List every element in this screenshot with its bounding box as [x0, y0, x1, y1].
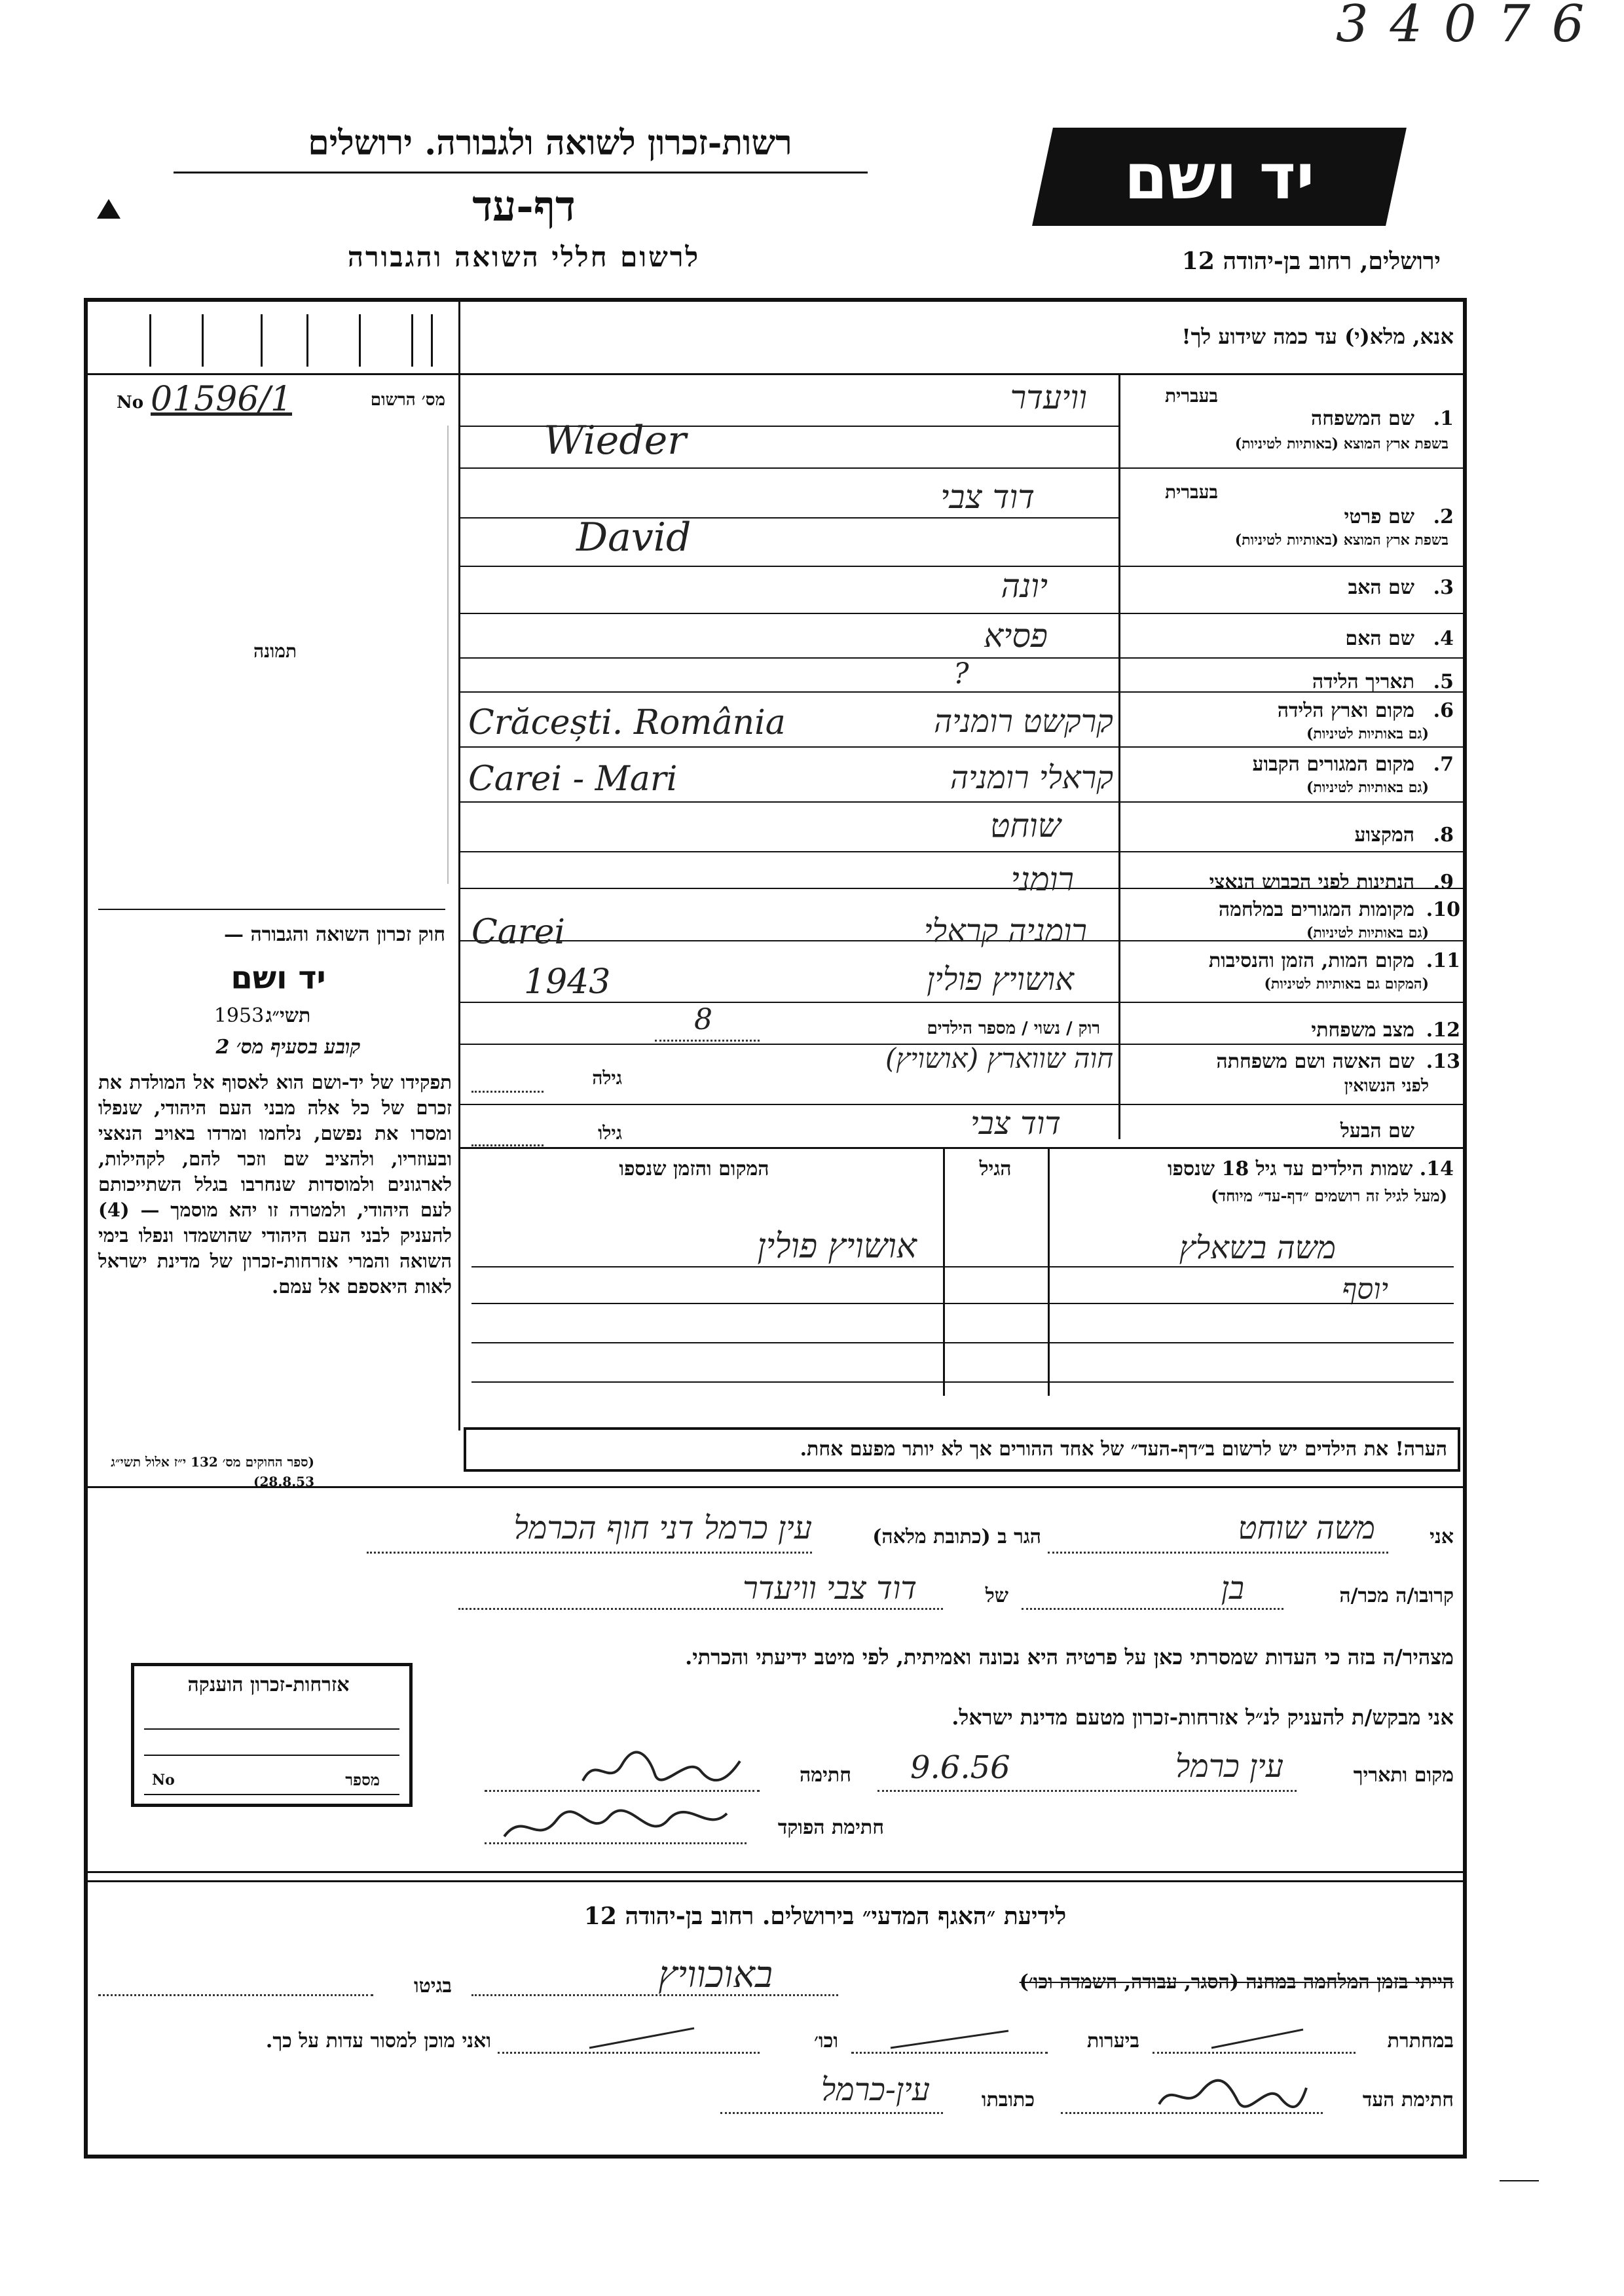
footer-hiding-label: במחתרת: [1387, 2030, 1454, 2052]
field-separator: [458, 851, 1467, 852]
field-4-num: 4.: [1433, 627, 1454, 650]
field-13-age-dots: [471, 1091, 544, 1093]
field-11-label2: (המקום גם באותיות לטיניות): [1264, 975, 1429, 993]
footer-line-1: [84, 1871, 1467, 1873]
header-address: ירושלים, רחוב בן-יהודה 12: [1181, 247, 1441, 275]
note-text: הערה! את הילדים יש לרשום ב״דף-העד״ של אחד ההורים אך לא יותר מפעם אחת.: [800, 1438, 1447, 1461]
footer-forest-dots: [851, 2052, 1048, 2054]
children-label: 14. שמות הילדים עד גיל 18 שנספו: [1167, 1157, 1454, 1180]
law-year: 1953: [213, 1004, 265, 1027]
field-3-value: יונה: [1001, 567, 1048, 605]
field-7-label: מקום המגורים הקבוע: [1252, 753, 1414, 776]
children-row-3: [471, 1342, 1454, 1343]
decl-signature-dots: [485, 1790, 760, 1792]
decl-address: עין כרמל דני חוף הכרמל: [513, 1510, 812, 1546]
field-2-sublabel: בעברית: [1164, 481, 1218, 503]
field-13-age-label: גילה: [592, 1067, 622, 1089]
field-8-num: 8.: [1433, 824, 1454, 847]
field-separator: [458, 613, 1467, 614]
photo-bottom-line: [98, 909, 445, 910]
children-col-age: הגיל: [979, 1157, 1012, 1180]
footer-address-dots: [720, 2112, 943, 2114]
field-11-num: 11.: [1426, 949, 1460, 972]
decl-of-name-dots: [458, 1608, 943, 1610]
field-separator: [458, 801, 1467, 803]
field-10-num: 10.: [1426, 898, 1460, 921]
field-13-label2: לפני הנשואין: [1344, 1076, 1429, 1096]
decl-place-date-dots: [877, 1790, 1297, 1792]
field-12-value: 8: [694, 1003, 712, 1036]
field-3-num: 3.: [1433, 576, 1454, 599]
law-body: תפקידו של יד-ושם הוא לאסוף אל המולדת את זכרם של כל אלה מבני העם היהודי, שנפלו ומסרו את נפשם, נלחמו ומרדו באויב הנאצי ובעוזריו, ולהציב שם וזכר להם, לקהילות, לארגונים ולמוסדות שנחרבו בגלל השתייכותם לעם היהודי, ולמטרה זו יהא מוסמך — (4) להעניק לבני העם היהודי שהושמדו ונפלו בימי השואה והמרי אזרחות-זכרון של מדינת ישראל לאות היאספם אל עמם.: [98, 1071, 452, 1298]
field-6-value: Crăcești. România: [468, 703, 786, 742]
reg-number: 01596/1: [151, 380, 293, 419]
field-separator: [458, 746, 1467, 748]
field-10-label: מקומות המגורים במלחמה: [1218, 898, 1414, 921]
field-6-num: 6.: [1433, 699, 1454, 722]
field-1-value-heb: וויעדר: [1010, 378, 1087, 416]
field-8-value: שוחט: [990, 807, 1061, 845]
decl-signature: [576, 1741, 747, 1794]
yad-vashem-logo: [1032, 128, 1407, 226]
footer-address-label: כתובתו: [981, 2088, 1035, 2111]
field-inner-separator: [458, 517, 1118, 519]
field-4-label: שם האם: [1345, 627, 1414, 650]
field-13-label: שם האשה ושם משפחתה: [1216, 1050, 1414, 1073]
footer-witness-sig-label: חתימת העד: [1362, 2088, 1454, 2111]
decl-date: 9.6.56: [910, 1749, 1010, 1786]
field-5-value: ?: [953, 657, 969, 691]
children-col-2: [1048, 1147, 1050, 1396]
stamp-number: 3 4 0 7 6: [1336, 0, 1587, 54]
field-13-value: חוה שווארץ (אושויץ): [885, 1042, 1113, 1074]
field-5-num: 5.: [1433, 670, 1454, 693]
decl-residing: הגר ב (כתובת מלאה): [872, 1525, 1041, 1548]
footer-camp: באוכוויץ: [658, 1954, 773, 1996]
decl-statement: מצהיר/ה בזה כי העדות שמסרתי כאן על פרטיה היא נכונה ואמיתית, לפי מיטב ידיעתי והכרתי.: [685, 1645, 1454, 1669]
decl-officer-label: חתימת הפוקד: [777, 1816, 884, 1839]
footer-ghetto-dots: [98, 1994, 373, 1996]
law-year-heb: תשי״ג: [265, 1004, 311, 1027]
triangle-icon: [97, 199, 120, 219]
footer-line1: הייתי בזמן המלחמה במחנה (הסגר, עבודה, השמדה וכו׳): [1019, 1971, 1454, 1994]
children-row-1: [471, 1266, 1454, 1267]
footer-hiding-mark: [1205, 2026, 1310, 2052]
code-boxes: [110, 308, 444, 367]
footer-forest-label: ביערות: [1086, 2030, 1139, 2052]
field-5-label: תאריך הלידה: [1312, 670, 1414, 693]
field-11-label: מקום המות, הזמן והנסיבות: [1208, 949, 1414, 972]
field-2-value-lat: David: [576, 515, 692, 560]
decl-relative: קרובו/ה מכר/ה: [1339, 1584, 1454, 1607]
footer-forest-mark: [877, 2026, 1022, 2052]
field-separator: [458, 1002, 1467, 1003]
field-7-value-heb: קראלי רומניה: [950, 759, 1113, 796]
field-husband-age-dots: [471, 1144, 544, 1146]
footer-ghetto-label: בגיטו: [413, 1975, 452, 1997]
field-7-label2: (גם באותיות לטיניות): [1306, 779, 1429, 796]
law-name: יד ושם: [231, 960, 326, 996]
decl-place-date-label: מקום ותאריך: [1353, 1764, 1454, 1787]
decl-place: עין כרמל: [1175, 1748, 1283, 1785]
field-10-value-heb: רומניה קראלי: [924, 913, 1087, 949]
field-11-value-heb: אושויץ פולין: [927, 961, 1074, 998]
children-name-1: משה בשאלץ: [1179, 1230, 1336, 1266]
citizenship-number-label: מספר: [345, 1770, 380, 1789]
field-husband-label: שם הבעל: [1340, 1120, 1414, 1142]
field-husband-value: דוד צבי: [970, 1105, 1061, 1142]
decl-name-dots: [1048, 1552, 1388, 1554]
children-col-place: המקום והזמן שנספו: [619, 1157, 769, 1180]
field-9-num: 9.: [1433, 871, 1454, 894]
decl-relation: בן: [1221, 1570, 1244, 1607]
field-10-label2: (גם באותיות לטיניות): [1306, 924, 1429, 941]
field-2-value-heb: דוד צבי: [940, 478, 1035, 516]
photo-label: תמונה: [253, 640, 297, 662]
decl-ani: אני: [1430, 1525, 1454, 1548]
field-4-value: פסיא: [984, 617, 1048, 655]
footer-line-2: [84, 1880, 1467, 1882]
field-6-label: מקום וארץ הלידה: [1277, 699, 1414, 722]
org-underline: [174, 172, 868, 173]
reg-row-line: [84, 373, 460, 375]
field-13-num: 13.: [1426, 1050, 1460, 1073]
citizenship-no-mark: No: [152, 1772, 175, 1789]
children-top-line: [458, 1147, 1467, 1149]
reg-label: מס׳ הרשום: [370, 390, 445, 410]
org-line: רשות-זכרון לשואה ולגבורה. ירושלים: [308, 123, 792, 163]
decl-address-dots: [367, 1552, 812, 1554]
field-10-value: Carei: [471, 913, 566, 952]
footer-other-mark: [576, 2023, 707, 2052]
decl-name: משה שוחט: [1238, 1510, 1375, 1546]
field-12-dots: [655, 1040, 760, 1042]
field-husband-age-label: גילו: [598, 1122, 622, 1144]
children-row-4: [471, 1381, 1454, 1383]
field-6-label2: (גם באותיות לטיניות): [1306, 725, 1429, 742]
footer-address: עין-כרמל: [821, 2071, 930, 2108]
law-clause: קובע בסעיף מס׳ 2: [215, 1036, 361, 1059]
reg-no-mark: No: [117, 393, 144, 412]
citizenship-line-1: [144, 1728, 399, 1730]
field-9-value: רומני: [1010, 860, 1074, 898]
corner-mark: [1500, 2180, 1539, 2181]
field-2-label: שם פרטי: [1344, 505, 1414, 528]
footer-other-label: וכו׳: [814, 2030, 838, 2052]
field-7-value: Carei - Mari: [468, 759, 678, 799]
officer-signature: [498, 1800, 733, 1853]
children-name-2: יוסף: [1342, 1273, 1388, 1306]
field-2-num: 2.: [1433, 505, 1454, 528]
footer-title: לידיעת ״האגף המדעי״ בירושלים. רחוב בן-יהודה 12: [583, 1903, 1067, 1930]
decl-of: של: [985, 1584, 1008, 1607]
field-12-num: 12.: [1426, 1019, 1460, 1042]
logo-text: יד ושם: [1124, 140, 1315, 213]
field-1-label2: בשפת ארץ המוצא (באותיות לטיניות): [1234, 435, 1449, 452]
fill-note: אנא, מלא(י) עד כמה שידוע לך!: [1181, 324, 1454, 349]
field-3-label: שם האב: [1348, 576, 1414, 599]
citizenship-title: אזרחות-זכרון הוענקה: [187, 1673, 350, 1696]
decl-signature-label: חתימה: [800, 1764, 851, 1787]
field-12-label: מצב משפחתי: [1311, 1019, 1414, 1042]
form-subtitle: לרשום חללי השואה והגבורה: [347, 241, 701, 273]
field-7-num: 7.: [1433, 753, 1454, 776]
field-8-label: המקצוע: [1354, 824, 1414, 847]
footer-witness-dots: [1061, 2112, 1323, 2114]
citizenship-line-2: [144, 1755, 399, 1756]
field-1-value-lat: Wieder: [544, 418, 686, 464]
witness-signature: [1153, 2071, 1310, 2117]
citizenship-line-3: [144, 1794, 399, 1795]
note-bottom-line: [84, 1486, 1467, 1488]
children-label2: (מעל לגיל זה רושמים ״דף-עד״ מיוחד): [1211, 1186, 1447, 1205]
decl-of-name: דוד צבי וויעדר: [743, 1570, 917, 1607]
law-heading: חוק זכרון השואה והגבורה —: [224, 923, 445, 946]
footer-camp-dots: [471, 1994, 838, 1996]
field-1-sublabel: בעברית: [1164, 385, 1218, 407]
decl-relation-dots: [1022, 1608, 1283, 1610]
footer-ready: ואני מוכן למסור עדות על כך.: [265, 2030, 491, 2052]
decl-officer-dots: [485, 1842, 747, 1844]
law-footnote: (ספר החוקים מס׳ 132 י״ז אלול תשי״ג 28.8.53): [111, 1454, 314, 1489]
field-separator: [458, 467, 1467, 469]
children-place: אושויץ פולין: [757, 1227, 917, 1266]
footer-other-dots: [498, 2052, 760, 2054]
top-row-divider: [458, 373, 1467, 375]
children-col-1: [943, 1147, 945, 1396]
form-title: דף-עד: [472, 182, 576, 231]
decl-request: אני מבקש/ת להעניק לנ״ל אזרחות-זכרון מטעם מדינת ישראל.: [951, 1705, 1454, 1730]
children-row-2: [471, 1303, 1454, 1304]
field-2-label2: בשפת ארץ המוצא (באותיות לטיניות): [1234, 532, 1449, 549]
field-12-options: רוק / נשוי / מספר הילדים: [927, 1019, 1100, 1038]
footer-hiding-dots: [1153, 2052, 1356, 2054]
field-1-label: שם המשפחה: [1310, 407, 1414, 430]
field-9-label: הנתינות לפני הכבוש הנאצי: [1209, 871, 1414, 894]
field-6-value-heb: קרקשט רומניה: [934, 703, 1113, 740]
field-1-num: 1.: [1433, 407, 1454, 430]
field-11-value: 1943: [524, 962, 611, 1002]
